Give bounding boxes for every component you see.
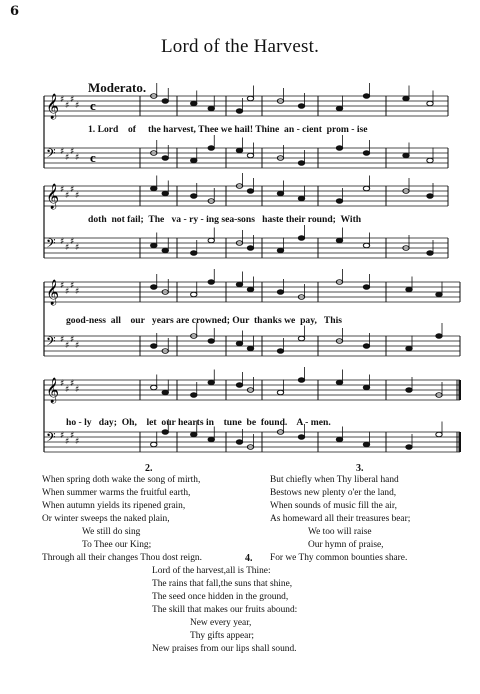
verse-3-line: As homeward all their treasures bear; [270, 514, 411, 524]
verse-2-line: When summer warms the fruitful earth, [42, 488, 191, 498]
sharp-icon: ♯ [75, 287, 80, 297]
note-head [336, 238, 342, 243]
note-head [151, 243, 157, 248]
note-head [277, 349, 283, 354]
note-head [336, 106, 342, 111]
final-bar [459, 432, 462, 452]
verse-2-line: Through all their changes Thou dost reign. [42, 553, 202, 563]
note-head [162, 248, 168, 253]
time-signature: c [90, 98, 96, 113]
note-head [277, 248, 283, 253]
verse-4-line: Thy gifts appear; [190, 631, 255, 641]
final-bar [459, 380, 462, 400]
sharp-icon: ♯ [70, 185, 75, 195]
note-head [236, 383, 242, 388]
note-head [151, 385, 157, 390]
verse-2-line: When spring doth wake the song of mirth, [42, 475, 201, 485]
sharp-icon: ♯ [70, 379, 75, 389]
sharp-icon: ♯ [60, 237, 65, 247]
verse-3-line: When sounds of music fill the air, [270, 501, 397, 511]
note-head [406, 346, 412, 351]
note-head [406, 388, 412, 393]
note-head [403, 96, 409, 101]
verse-2-number: 2. [145, 463, 153, 474]
note-head [151, 344, 157, 349]
note-head [427, 158, 433, 163]
note-head [336, 146, 342, 151]
sharp-icon: ♯ [65, 385, 70, 395]
note-head [363, 344, 369, 349]
note-head [191, 292, 197, 297]
note-head [247, 246, 253, 251]
note-head [298, 104, 304, 109]
note-head [191, 101, 197, 106]
note-head [363, 186, 369, 191]
verse-4-line: New every year, [190, 618, 252, 628]
verse-2-line: Or winter sweeps the naked plain, [42, 514, 170, 524]
verse-4-line: The rains that fall,the suns that shine, [152, 579, 293, 589]
lyric-line-4: ho - ly day; Oh, let our hearts in tune be found. A - men. [66, 417, 331, 428]
note-head [363, 94, 369, 99]
note-head [191, 194, 197, 199]
note-head [162, 156, 168, 161]
note-head [151, 186, 157, 191]
sharp-icon: ♯ [60, 379, 65, 389]
note-head [298, 161, 304, 166]
bass-clef-icon: 𝄢 [46, 334, 56, 352]
note-head [436, 334, 442, 339]
sharp-icon: ♯ [75, 341, 80, 351]
page-number: 6 [10, 4, 20, 19]
bass-clef-icon: 𝄢 [46, 146, 56, 164]
note-head [162, 390, 168, 395]
note-head [336, 437, 342, 442]
note-head [191, 393, 197, 398]
note-head [151, 442, 157, 447]
note-head [247, 153, 253, 158]
treble-clef-icon: 𝄞 [46, 94, 60, 119]
note-head [236, 148, 242, 153]
sharp-icon: ♯ [75, 153, 80, 163]
note-head [406, 445, 412, 450]
note-head [277, 390, 283, 395]
sharp-icon: ♯ [75, 101, 80, 111]
sharp-icon: ♯ [65, 287, 70, 297]
note-head [298, 336, 304, 341]
sharp-icon: ♯ [60, 431, 65, 441]
sharp-icon: ♯ [60, 185, 65, 195]
sharp-icon: ♯ [65, 243, 70, 253]
sharp-icon: ♯ [65, 341, 70, 351]
hymn-title: Lord of the Harvest. [160, 36, 320, 57]
note-head [336, 380, 342, 385]
note-head [191, 158, 197, 163]
note-head [247, 189, 253, 194]
note-head [162, 430, 168, 435]
verse-4-number: 4. [245, 553, 253, 564]
note-head [191, 251, 197, 256]
note-head [151, 285, 157, 290]
sharp-icon: ♯ [75, 385, 80, 395]
note-head [427, 101, 433, 106]
note-head [208, 339, 214, 344]
note-head [208, 380, 214, 385]
note-head [363, 385, 369, 390]
sharp-icon: ♯ [65, 101, 70, 111]
note-head [298, 236, 304, 241]
verse-4-line: Lord of the harvest,all is Thine: [152, 566, 271, 576]
treble-clef-icon: 𝄞 [46, 378, 60, 403]
note-head [277, 290, 283, 295]
note-head [363, 285, 369, 290]
note-head [336, 199, 342, 204]
sharp-icon: ♯ [70, 147, 75, 157]
treble-clef-icon: 𝄞 [46, 184, 60, 209]
sharp-icon: ♯ [60, 281, 65, 291]
verse-2-line: When autumn yields its ripened grain, [42, 501, 186, 511]
note-head [406, 287, 412, 292]
note-head [236, 282, 242, 287]
note-head [436, 432, 442, 437]
note-head [363, 243, 369, 248]
note-head [363, 442, 369, 447]
sharp-icon: ♯ [70, 281, 75, 291]
sharp-icon: ♯ [65, 153, 70, 163]
note-head [208, 437, 214, 442]
note-head [247, 96, 253, 101]
sharp-icon: ♯ [70, 335, 75, 345]
note-head [236, 341, 242, 346]
note-head [162, 99, 168, 104]
sharp-icon: ♯ [70, 431, 75, 441]
bass-clef-icon: 𝄢 [46, 236, 56, 254]
verse-4-line: The skill that makes our fruits abound: [152, 605, 298, 615]
note-head [208, 146, 214, 151]
sharp-icon: ♯ [60, 335, 65, 345]
note-head [247, 287, 253, 292]
note-head [298, 196, 304, 201]
verse-3-number: 3. [356, 463, 364, 474]
time-signature: c [90, 150, 96, 165]
verse-3-line: For we Thy common bounties share. [270, 553, 408, 563]
verse-3-line: But chiefly when Thy liberal hand [270, 475, 399, 485]
note-head [436, 292, 442, 297]
sharp-icon: ♯ [70, 95, 75, 105]
lyric-line-2: doth not fail; The va - ry - ing sea-sons haste their round; With [88, 214, 362, 225]
tempo-marking: Moderato. [88, 80, 147, 95]
verse-4-line: The seed once hidden in the ground, [152, 592, 289, 602]
note-head [236, 440, 242, 445]
note-head [298, 378, 304, 383]
verse-3-line: Our hymn of praise, [308, 540, 384, 550]
note-head [277, 191, 283, 196]
sharp-icon: ♯ [70, 237, 75, 247]
note-head [236, 109, 242, 114]
lyric-line-1: 1. Lord of the harvest, Thee we hail! Thine an - cient prom - ise [88, 124, 368, 135]
note-head [427, 251, 433, 256]
treble-clef-icon: 𝄞 [46, 280, 60, 305]
sharp-icon: ♯ [75, 243, 80, 253]
note-head [208, 106, 214, 111]
sharp-icon: ♯ [65, 191, 70, 201]
verse-2-line: To Thee our King; [82, 540, 152, 550]
sharp-icon: ♯ [60, 95, 65, 105]
verse-3-line: Bestows new plenty o'er the land, [270, 488, 397, 498]
note-head [208, 238, 214, 243]
sharp-icon: ♯ [60, 147, 65, 157]
sharp-icon: ♯ [75, 437, 80, 447]
note-head [427, 194, 433, 199]
bass-clef-icon: 𝄢 [46, 430, 56, 448]
lyric-line-3: good-ness all our years are crowned; Our thanks we pay, This [66, 315, 343, 326]
note-head [191, 432, 197, 437]
verse-3-line: We too will raise [308, 527, 372, 537]
note-head [162, 191, 168, 196]
sharp-icon: ♯ [65, 437, 70, 447]
note-head [298, 435, 304, 440]
verse-2-line: We still do sing [82, 527, 141, 537]
note-head [403, 153, 409, 158]
note-head [247, 346, 253, 351]
sharp-icon: ♯ [75, 191, 80, 201]
note-head [208, 280, 214, 285]
note-head [363, 151, 369, 156]
verse-4-line: New praises from our lips shall sound. [152, 644, 297, 654]
